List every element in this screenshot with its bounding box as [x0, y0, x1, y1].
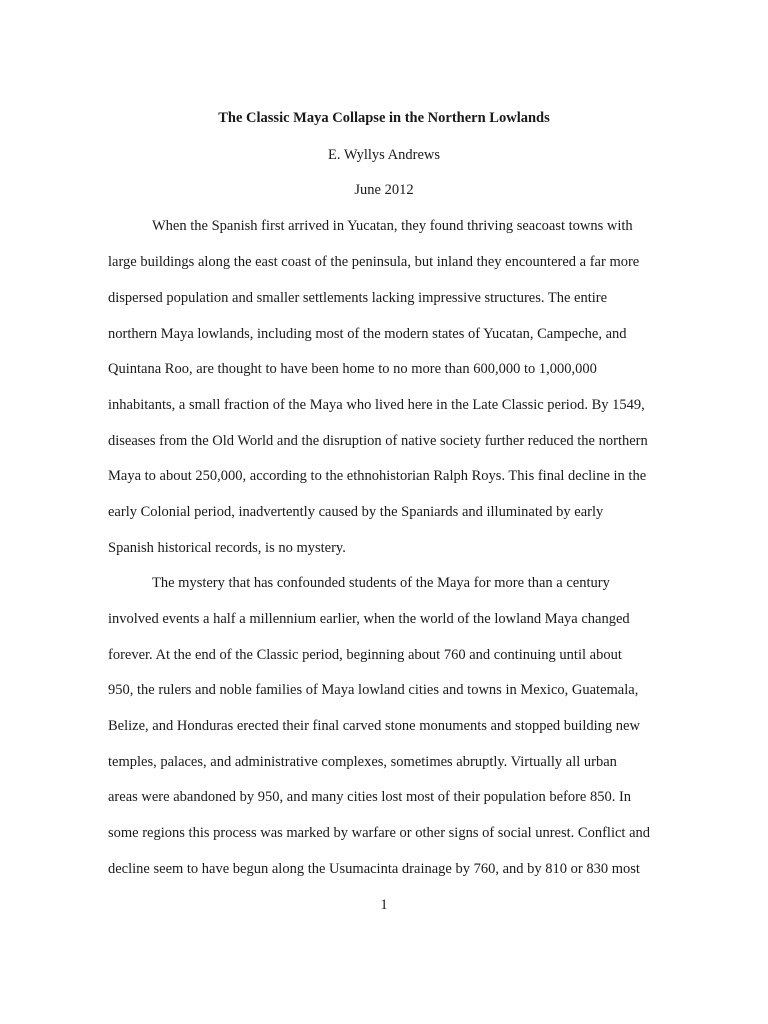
- paragraph-1-line: dispersed population and smaller settlements lacking impressive structures. The entire: [108, 290, 608, 306]
- paragraph-1-line: large buildings along the east coast of the peninsula, but inland they encountered a far more: [108, 254, 640, 270]
- paragraph-1-line: Spanish historical records, is no mystery.: [108, 540, 346, 556]
- document-date: June 2012: [354, 182, 414, 198]
- document-title: The Classic Maya Collapse in the Northern Lowlands: [218, 110, 550, 126]
- paragraph-2-line: 950, the rulers and noble families of Maya lowland cities and towns in Mexico, Guatemala,: [108, 682, 639, 698]
- paragraph-2-line: some regions this process was marked by warfare or other signs of social unrest. Conflict and: [108, 825, 651, 841]
- paragraph-1-line: When the Spanish first arrived in Yucatan, they found thriving seacoast towns with: [152, 218, 633, 234]
- paragraph-2-line: involved events a half a millennium earlier, when the world of the lowland Maya changed: [108, 611, 630, 627]
- paragraph-1-line: early Colonial period, inadvertently caused by the Spaniards and illuminated by early: [108, 504, 604, 520]
- paragraph-1-line: Maya to about 250,000, according to the ethnohistorian Ralph Roys. This final decline in the: [108, 468, 647, 484]
- paragraph-2-line: forever. At the end of the Classic period, beginning about 760 and continuing until about: [108, 647, 622, 663]
- paragraph-1-line: Quintana Roo, are thought to have been home to no more than 600,000 to 1,000,000: [108, 361, 597, 377]
- document-author: E. Wyllys Andrews: [327, 147, 441, 163]
- paragraph-1-line: northern Maya lowlands, including most of the modern states of Yucatan, Campeche, and: [108, 326, 627, 342]
- paragraph-2-line: decline seem to have begun along the Usumacinta drainage by 760, and by 810 or 830 most: [108, 861, 640, 877]
- paragraph-2-line: temples, palaces, and administrative complexes, sometimes abruptly. Virtually all urban: [108, 754, 617, 770]
- page-number: 1: [380, 897, 388, 913]
- paragraph-1-line: inhabitants, a small fraction of the Maya who lived here in the Late Classic period. By 1549,: [108, 397, 645, 413]
- paragraph-2-line: Belize, and Honduras erected their final carved stone monuments and stopped building new: [108, 718, 640, 734]
- paragraph-2-line: areas were abandoned by 950, and many cities lost most of their population before 850. In: [108, 789, 632, 805]
- paragraph-1-line: diseases from the Old World and the disruption of native society further reduced the northern: [108, 433, 648, 449]
- paragraph-2-line: The mystery that has confounded students of the Maya for more than a century: [152, 575, 610, 591]
